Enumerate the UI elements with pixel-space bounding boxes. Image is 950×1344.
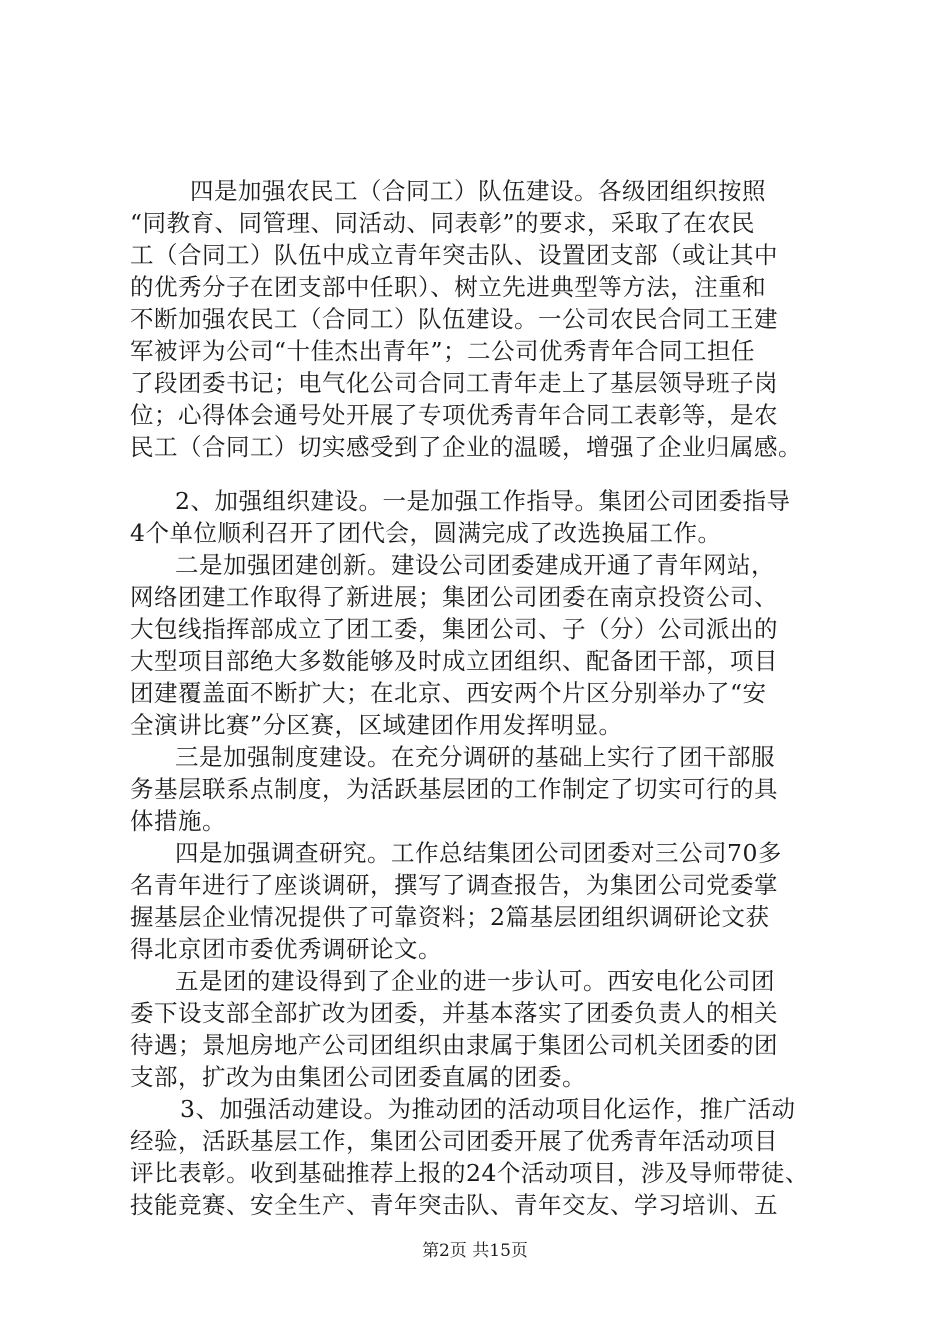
text-line: 得北京团市委优秀调研论文。 <box>130 935 442 963</box>
text-line: 4个单位顺利召开了团代会，圆满完成了改选换届工作。 <box>130 519 722 547</box>
text-line: 全演讲比赛”分区赛，区域建团作用发挥明显。 <box>130 711 623 739</box>
page-number-footer: 第2页 共15页 <box>422 1241 528 1261</box>
text-line: 了段团委书记；电气化公司合同工青年走上了基层领导班子岗 <box>130 369 778 397</box>
text-line: 大型项目部绝大多数能够及时成立团组织、配备团干部，项目 <box>130 647 778 675</box>
text-line: 民工（合同工）切实感受到了企业的温暖，增强了企业归属感。 <box>130 433 802 461</box>
text-line: 不断加强农民工（合同工）队伍建设。一公司农民合同工王建 <box>130 305 778 333</box>
text-line: 支部，扩改为由集团公司团委直属的团委。 <box>130 1063 586 1091</box>
text-line: 2、加强组织建设。一是加强工作指导。集团公司团委指导 <box>175 487 791 515</box>
text-line: 三是加强制度建设。在充分调研的基础上实行了团干部服 <box>175 743 775 771</box>
text-line: 四是加强农民工（合同工）队伍建设。各级团组织按照 <box>190 177 766 205</box>
text-line: 名青年进行了座谈调研，撰写了调查报告，为集团公司党委掌 <box>130 871 778 899</box>
text-line: 委下设支部全部扩改为团委，并基本落实了团委负责人的相关 <box>130 999 778 1027</box>
text-line: 军被评为公司“十佳杰出青年”；二公司优秀青年合同工担任 <box>130 337 756 365</box>
text-line: 五是团的建设得到了企业的进一步认可。西安电化公司团 <box>175 967 775 995</box>
text-line: 经验，活跃基层工作，集团公司团委开展了优秀青年活动项目 <box>130 1127 778 1155</box>
text-line: 待遇；景旭房地产公司团组织由隶属于集团公司机关团委的团 <box>130 1031 778 1059</box>
text-line: 网络团建工作取得了新进展；集团公司团委在南京投资公司、 <box>130 583 778 611</box>
text-line: 技能竞赛、安全生产、青年突击队、青年交友、学习培训、五 <box>130 1191 778 1219</box>
text-line: “同教育、同管理、同活动、同表彰”的要求，采取了在农民 <box>130 209 756 237</box>
text-line: 握基层企业情况提供了可靠资料；2篇基层团组织调研论文获 <box>130 903 770 931</box>
text-line: 评比表彰。收到基础推荐上报的24个活动项目，涉及导师带徒、 <box>130 1159 809 1187</box>
text-line: 大包线指挥部成立了团工委，集团公司、子（分）公司派出的 <box>130 615 778 643</box>
text-line: 务基层联系点制度，为活跃基层团的工作制定了切实可行的具 <box>130 775 778 803</box>
text-line: 团建覆盖面不断扩大；在北京、西安两个片区分别举办了“安 <box>130 679 767 707</box>
text-line: 四是加强调查研究。工作总结集团公司团委对三公司70多 <box>175 839 782 867</box>
text-line: 工（合同工）队伍中成立青年突击队、设置团支部（或让其中 <box>130 241 778 269</box>
text-line: 体措施。 <box>130 807 226 835</box>
text-line: 位；心得体会通号处开展了专项优秀青年合同工表彰等，是农 <box>130 401 778 429</box>
text-line: 3、加强活动建设。为推动团的活动项目化运作，推广活动 <box>180 1095 796 1123</box>
text-line: 二是加强团建创新。建设公司团委建成开通了青年网站， <box>175 551 775 579</box>
text-line: 的优秀分子在团支部中任职）、树立先进典型等方法，注重和 <box>130 273 767 301</box>
